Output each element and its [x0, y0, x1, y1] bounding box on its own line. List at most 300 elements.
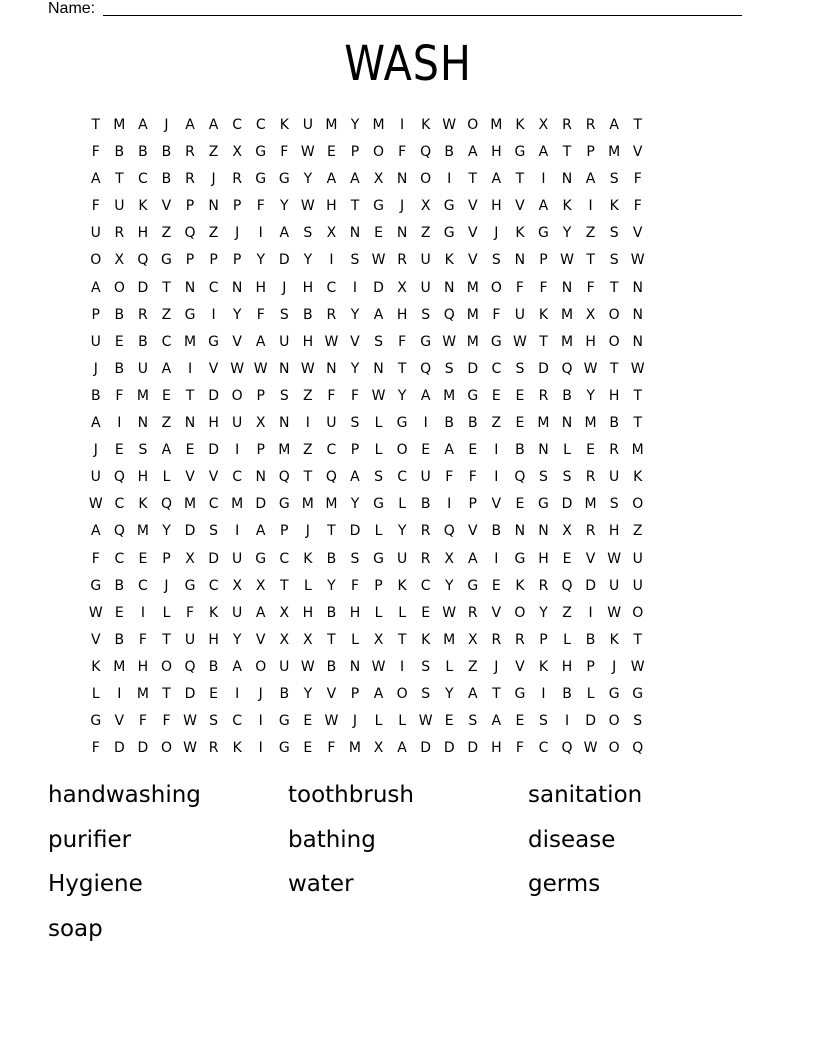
grid-letter: R: [467, 604, 478, 621]
grid-letter: B: [138, 333, 148, 350]
grid-letter: G: [538, 225, 549, 242]
grid-letter: F: [633, 198, 642, 215]
grid-letter: U: [232, 550, 243, 567]
grid-letter: Y: [232, 631, 242, 648]
grid-letter: S: [421, 306, 431, 323]
grid-letter: A: [491, 713, 502, 730]
grid-letter: W: [560, 252, 574, 269]
grid-row: [84, 518, 734, 545]
grid-letter: B: [444, 415, 455, 432]
grid-letter: K: [515, 225, 525, 242]
grid-letter: L: [374, 713, 383, 730]
grid-letter: A: [255, 604, 266, 621]
grid-letter: T: [633, 387, 642, 404]
grid-letter: B: [326, 550, 337, 567]
grid-letter: I: [305, 415, 310, 432]
grid-letter: O: [608, 333, 620, 350]
grid-letter: M: [608, 144, 621, 161]
grid-letter: W: [324, 333, 339, 350]
grid-letter: Z: [420, 225, 431, 242]
grid-letter: U: [514, 306, 526, 323]
grid-letter: H: [538, 550, 549, 567]
grid-letter: F: [633, 171, 642, 188]
grid-letter: O: [113, 279, 125, 296]
grid-letter: F: [327, 740, 336, 757]
grid-letter: A: [350, 469, 360, 486]
grid-letter: F: [398, 144, 407, 161]
grid-letter: O: [396, 685, 408, 702]
grid-letter: I: [117, 415, 122, 432]
grid-letter: K: [421, 631, 431, 648]
grid-letter: C: [397, 469, 407, 486]
grid-letter: N: [349, 225, 361, 242]
grid-letter: P: [350, 685, 360, 702]
grid-letter: B: [90, 387, 101, 404]
grid-letter: R: [585, 117, 596, 133]
grid-letter: A: [90, 415, 101, 432]
grid-letter: X: [538, 117, 549, 133]
grid-letter: B: [114, 144, 125, 161]
grid-letter: U: [232, 604, 243, 621]
grid-letter: K: [515, 577, 525, 594]
grid-letter: N: [632, 333, 643, 350]
grid-letter: M: [136, 387, 149, 404]
grid-letter: K: [538, 658, 549, 675]
grid-letter: V: [467, 252, 478, 269]
grid-letter: G: [538, 496, 549, 513]
grid-letter: E: [209, 685, 219, 702]
grid-letter: R: [397, 252, 407, 269]
grid-letter: Z: [467, 658, 478, 675]
grid-letter: V: [491, 604, 502, 621]
grid-letter: T: [162, 631, 171, 648]
grid-letter: X: [232, 577, 242, 594]
grid-letter: N: [184, 279, 196, 296]
grid-letter: W: [512, 333, 527, 350]
grid-letter: V: [467, 523, 478, 540]
grid-letter: Q: [443, 306, 455, 323]
grid-letter: R: [585, 523, 596, 540]
grid-letter: J: [282, 279, 287, 296]
grid-letter: I: [494, 442, 499, 459]
grid-letter: O: [255, 658, 267, 675]
word-list-item: Hygiene: [48, 871, 143, 898]
grid-letter: L: [374, 604, 383, 621]
grid-letter: U: [420, 469, 431, 486]
grid-letter: R: [185, 144, 195, 161]
grid-letter: E: [421, 442, 431, 459]
grid-letter: U: [90, 333, 101, 350]
grid-letter: H: [608, 387, 620, 404]
grid-letter: H: [585, 333, 596, 350]
grid-letter: D: [113, 740, 125, 757]
grid-letter: D: [585, 577, 596, 594]
grid-letter: V: [326, 685, 337, 702]
grid-letter: J: [211, 171, 216, 188]
grid-letter: G: [161, 252, 172, 269]
grid-letter: I: [588, 604, 593, 621]
grid-letter: I: [423, 415, 428, 432]
grid-letter: O: [90, 252, 102, 269]
grid-letter: S: [279, 387, 289, 404]
grid-letter: I: [564, 713, 570, 730]
grid-letter: N: [208, 198, 219, 215]
grid-letter: S: [468, 713, 478, 730]
grid-row: [84, 220, 734, 247]
grid-letter: M: [560, 333, 574, 350]
grid-letter: V: [515, 658, 525, 675]
grid-letter: S: [374, 333, 383, 350]
grid-letter: I: [541, 171, 546, 188]
grid-row: [84, 546, 734, 573]
grid-letter: N: [137, 415, 149, 432]
grid-letter: T: [633, 415, 642, 432]
grid-letter: S: [350, 252, 360, 269]
grid-letter: O: [231, 387, 243, 404]
grid-letter: E: [515, 387, 525, 404]
grid-letter: E: [326, 144, 336, 161]
grid-letter: S: [444, 360, 454, 377]
grid-letter: O: [490, 279, 502, 296]
grid-row: [84, 573, 734, 600]
grid-letter: G: [278, 740, 290, 757]
grid-letter: V: [185, 469, 195, 486]
grid-letter: Q: [184, 658, 196, 675]
grid-letter: Q: [561, 360, 573, 377]
grid-letter: H: [491, 740, 502, 757]
grid-letter: X: [279, 631, 290, 648]
grid-letter: T: [492, 685, 501, 702]
grid-letter: F: [350, 577, 359, 594]
grid-letter: Q: [632, 740, 644, 757]
grid-letter: A: [279, 225, 290, 242]
word-list-item: sanitation: [528, 782, 643, 808]
grid-letter: Y: [539, 604, 548, 621]
grid-letter: M: [466, 333, 479, 350]
grid-letter: H: [349, 604, 361, 621]
grid-letter: R: [585, 469, 596, 486]
grid-letter: Z: [562, 604, 572, 621]
grid-letter: K: [562, 198, 572, 215]
grid-letter: C: [208, 577, 219, 594]
grid-letter: H: [326, 198, 337, 215]
grid-row: [84, 654, 734, 681]
grid-letter: E: [562, 550, 572, 567]
grid-letter: G: [467, 577, 479, 594]
grid-letter: J: [258, 685, 263, 702]
grid-letter: N: [514, 252, 526, 269]
grid-letter: C: [232, 117, 243, 133]
grid-letter: D: [420, 740, 432, 757]
grid-letter: M: [183, 496, 197, 513]
grid-letter: Y: [350, 117, 360, 133]
grid-row: [84, 356, 734, 383]
grid-letter: C: [114, 496, 125, 513]
grid-letter: C: [208, 496, 219, 513]
grid-letter: D: [349, 523, 361, 540]
grid-letter: Y: [303, 171, 313, 188]
grid-row: [84, 735, 734, 762]
grid-letter: A: [467, 550, 478, 567]
grid-letter: W: [607, 604, 622, 621]
grid-letter: C: [279, 550, 290, 567]
grid-letter: D: [137, 279, 149, 296]
grid-letter: X: [326, 225, 337, 242]
grid-letter: E: [374, 225, 383, 242]
grid-letter: F: [445, 469, 454, 486]
grid-letter: Q: [278, 469, 290, 486]
grid-letter: P: [539, 631, 548, 648]
grid-letter: H: [302, 604, 314, 621]
grid-letter: G: [514, 550, 526, 567]
grid-letter: T: [609, 279, 619, 296]
grid-letter: M: [136, 685, 149, 702]
grid-letter: Y: [397, 523, 407, 540]
grid-letter: T: [303, 469, 313, 486]
word-list: [48, 778, 768, 957]
grid-letter: U: [279, 333, 290, 350]
grid-letter: Z: [161, 306, 172, 323]
grid-letter: G: [278, 713, 290, 730]
grid-letter: T: [280, 577, 289, 594]
grid-letter: U: [609, 577, 620, 594]
grid-letter: M: [537, 415, 550, 432]
grid-letter: P: [185, 198, 195, 215]
word-list-item: water: [288, 871, 354, 898]
grid-letter: C: [138, 577, 148, 594]
grid-letter: Z: [208, 225, 219, 242]
grid-letter: Q: [137, 252, 149, 269]
grid-letter: N: [561, 415, 573, 432]
grid-row: [84, 329, 734, 356]
grid-letter: W: [300, 198, 315, 215]
grid-letter: H: [608, 523, 620, 540]
grid-letter: Z: [161, 415, 172, 432]
grid-letter: N: [279, 415, 290, 432]
grid-letter: X: [303, 631, 313, 648]
grid-letter: E: [303, 713, 313, 730]
grid-letter: J: [164, 577, 169, 594]
grid-letter: V: [208, 469, 219, 486]
grid-letter: K: [138, 198, 148, 215]
grid-letter: Q: [184, 225, 196, 242]
grid-letter: I: [258, 740, 263, 757]
grid-letter: F: [91, 144, 100, 161]
grid-letter: E: [162, 387, 171, 404]
grid-letter: L: [162, 604, 171, 621]
grid-letter: Q: [160, 496, 172, 513]
grid-letter: V: [632, 225, 643, 242]
grid-letter: N: [632, 306, 643, 323]
word-list-item: soap: [48, 916, 103, 943]
grid-letter: I: [140, 604, 145, 621]
grid-letter: U: [396, 550, 408, 567]
grid-letter: L: [303, 577, 312, 594]
grid-letter: V: [208, 360, 219, 377]
grid-letter: O: [373, 144, 385, 161]
grid-letter: I: [235, 523, 240, 540]
grid-letter: O: [632, 604, 644, 621]
grid-letter: J: [494, 658, 499, 675]
grid-letter: W: [253, 360, 268, 377]
grid-letter: F: [280, 144, 289, 161]
grid-letter: R: [232, 171, 243, 188]
grid-letter: P: [256, 387, 265, 404]
grid-letter: T: [633, 117, 642, 133]
grid-letter: B: [161, 144, 172, 161]
name-blank-line[interactable]: [103, 15, 742, 16]
grid-letter: O: [160, 740, 172, 757]
grid-letter: Q: [325, 469, 337, 486]
grid-letter: G: [255, 550, 267, 567]
grid-letter: B: [114, 631, 125, 648]
grid-letter: G: [184, 577, 196, 594]
grid-row: [84, 112, 734, 139]
grid-letter: X: [585, 306, 596, 323]
grid-letter: E: [114, 604, 124, 621]
grid-letter: B: [208, 658, 219, 675]
grid-letter: X: [255, 577, 266, 594]
grid-letter: W: [442, 333, 457, 350]
grid-letter: N: [184, 415, 196, 432]
grid-letter: C: [255, 117, 266, 133]
grid-letter: A: [467, 685, 478, 702]
grid-letter: A: [90, 171, 101, 188]
grid-letter: V: [114, 713, 125, 730]
grid-letter: U: [420, 279, 431, 296]
grid-letter: F: [515, 740, 524, 757]
grid-letter: Z: [303, 442, 313, 459]
grid-letter: S: [609, 496, 619, 513]
grid-letter: S: [491, 252, 501, 269]
word-list-item: handwashing: [48, 782, 201, 808]
grid-letter: S: [609, 225, 619, 242]
grid-letter: B: [444, 144, 455, 161]
grid-letter: H: [137, 658, 149, 675]
grid-letter: H: [561, 658, 573, 675]
grid-letter: Y: [350, 306, 360, 323]
grid-letter: K: [279, 117, 289, 133]
grid-letter: L: [162, 469, 171, 486]
grid-letter: R: [420, 550, 431, 567]
grid-letter: J: [164, 117, 169, 133]
grid-letter: R: [208, 740, 219, 757]
grid-letter: D: [137, 740, 149, 757]
grid-letter: F: [492, 306, 501, 323]
grid-letter: S: [609, 252, 619, 269]
grid-row: [84, 681, 734, 708]
grid-letter: J: [235, 225, 240, 242]
grid-letter: F: [256, 198, 265, 215]
grid-letter: K: [444, 252, 454, 269]
grid-letter: D: [373, 279, 384, 296]
grid-letter: W: [418, 713, 433, 730]
grid-letter: M: [231, 496, 244, 513]
grid-letter: B: [114, 306, 125, 323]
grid-letter: Y: [327, 577, 336, 594]
grid-letter: A: [585, 171, 596, 188]
grid-letter: W: [371, 387, 386, 404]
grid-letter: M: [348, 740, 362, 757]
grid-letter: O: [608, 713, 620, 730]
grid-letter: F: [91, 550, 100, 567]
grid-letter: H: [491, 198, 502, 215]
grid-letter: K: [209, 604, 219, 621]
grid-letter: X: [444, 550, 455, 567]
grid-letter: M: [490, 117, 503, 133]
grid-letter: A: [444, 442, 454, 459]
grid-letter: X: [373, 740, 384, 757]
grid-row: [84, 275, 734, 302]
grid-letter: V: [90, 631, 101, 648]
grid-letter: N: [443, 279, 455, 296]
word-list-item: disease: [528, 826, 616, 853]
grid-letter: A: [397, 740, 407, 757]
grid-letter: Q: [514, 469, 526, 486]
grid-letter: T: [327, 631, 336, 648]
grid-letter: G: [278, 496, 290, 513]
grid-letter: Q: [420, 360, 432, 377]
grid-letter: E: [138, 550, 148, 567]
grid-letter: S: [138, 442, 148, 459]
grid-letter: I: [187, 360, 193, 377]
grid-letter: G: [278, 171, 290, 188]
grid-letter: H: [491, 144, 502, 161]
grid-letter: H: [208, 631, 219, 648]
grid-letter: V: [232, 333, 242, 350]
grid-letter: R: [420, 523, 431, 540]
grid-letter: A: [138, 117, 148, 133]
grid-letter: F: [350, 387, 359, 404]
grid-letter: X: [255, 415, 266, 432]
grid-letter: S: [279, 306, 289, 323]
grid-letter: M: [443, 631, 456, 648]
grid-letter: A: [208, 117, 219, 133]
grid-row: [84, 708, 734, 735]
grid-letter: W: [88, 604, 103, 621]
grid-letter: K: [515, 117, 525, 133]
grid-letter: Y: [444, 685, 454, 702]
grid-letter: G: [420, 333, 432, 350]
grid-letter: I: [400, 117, 405, 133]
grid-letter: R: [515, 631, 525, 648]
grid-row: [84, 247, 734, 274]
grid-letter: F: [327, 387, 336, 404]
grid-letter: L: [563, 631, 571, 648]
grid-letter: C: [208, 279, 219, 296]
grid-letter: G: [514, 144, 526, 161]
grid-letter: P: [350, 442, 360, 459]
grid-letter: B: [515, 442, 525, 459]
grid-letter: B: [279, 685, 290, 702]
grid-letter: B: [138, 144, 148, 161]
grid-letter: V: [585, 550, 596, 567]
grid-letter: O: [608, 740, 620, 757]
grid-letter: F: [256, 306, 265, 323]
grid-row: [84, 302, 734, 329]
grid-letter: Y: [350, 496, 360, 513]
grid-letter: V: [255, 631, 266, 648]
grid-row: [84, 383, 734, 410]
grid-letter: L: [563, 442, 571, 459]
grid-letter: D: [278, 252, 290, 269]
grid-letter: A: [255, 333, 266, 350]
grid-letter: T: [609, 360, 619, 377]
grid-letter: F: [398, 333, 407, 350]
grid-letter: B: [326, 658, 337, 675]
grid-letter: S: [539, 469, 548, 486]
grid-row: [84, 491, 734, 518]
